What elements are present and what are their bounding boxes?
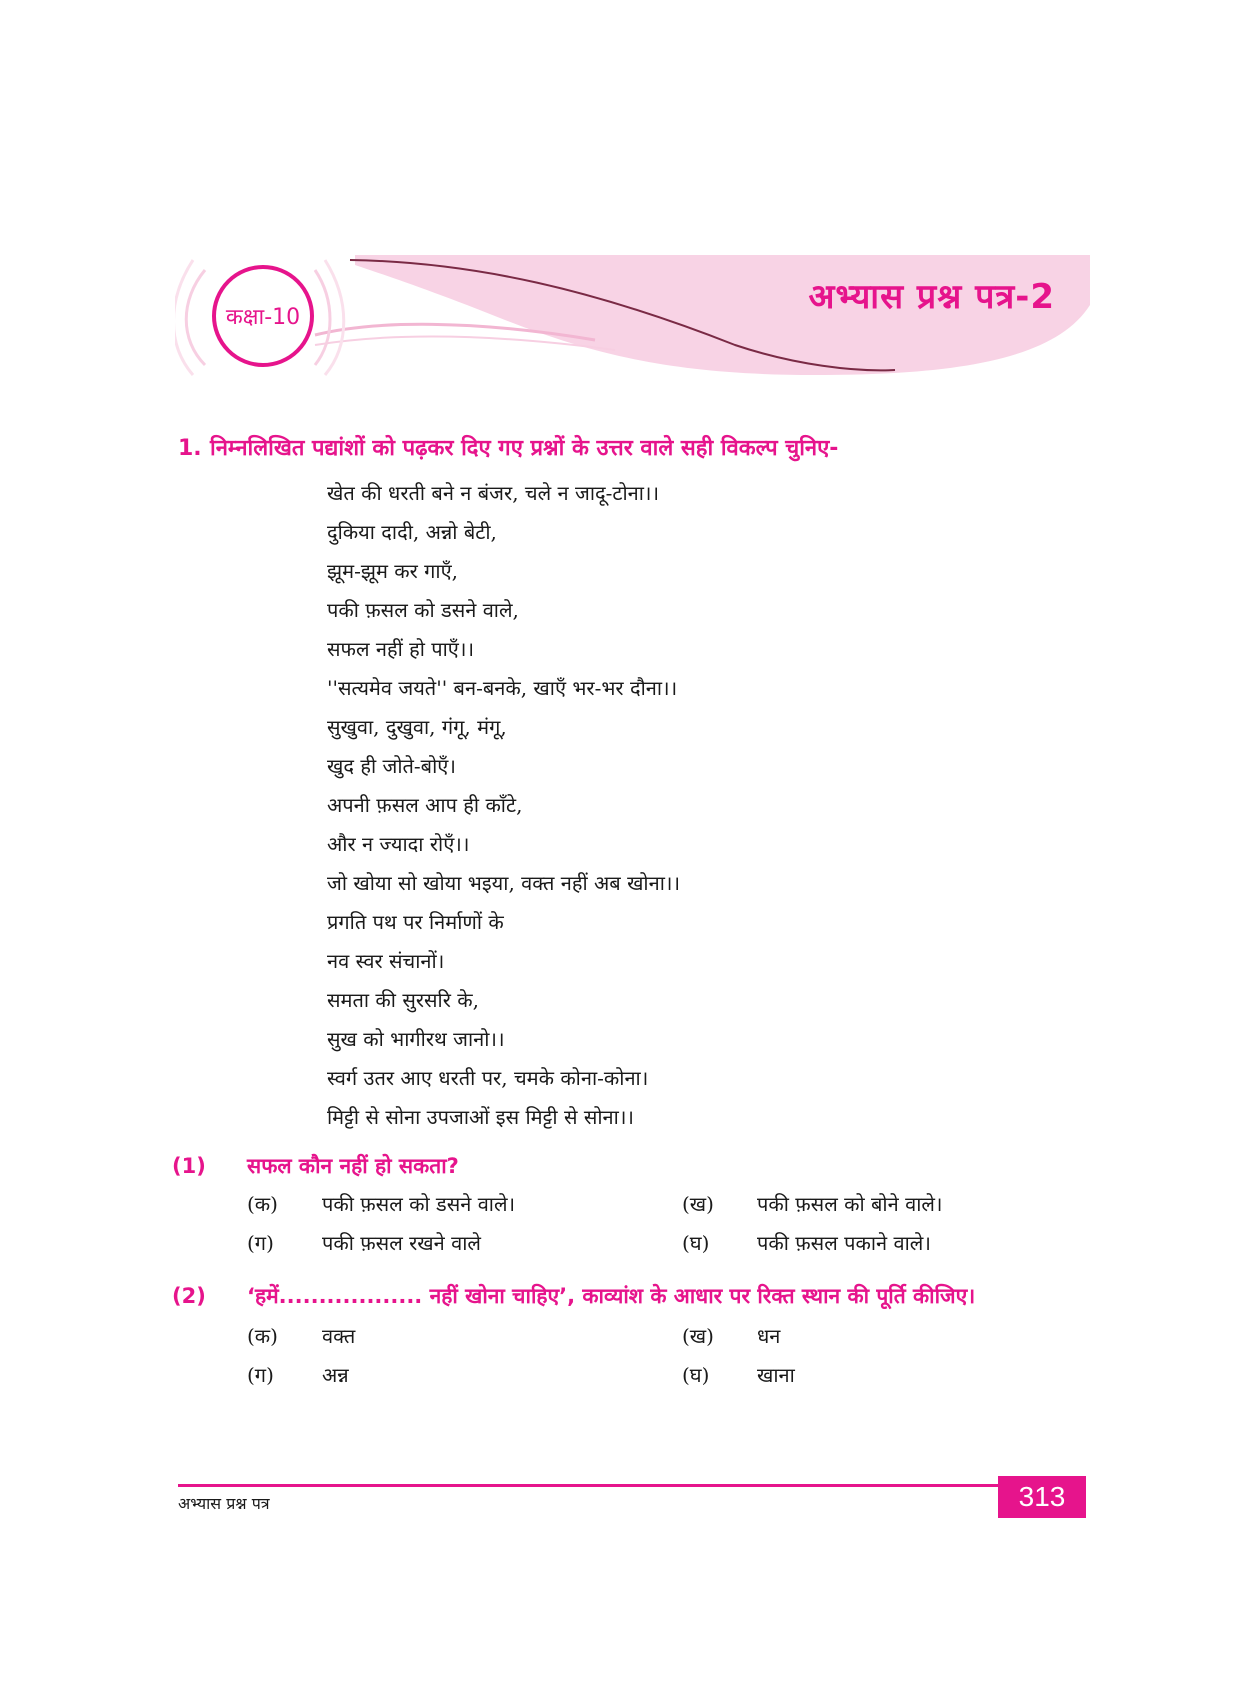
poem-line: सुखुवा, दुखुवा, गंगू, मंगू, bbox=[327, 715, 507, 739]
poem-line: नव स्वर संचानों। bbox=[327, 949, 445, 973]
option-ga bbox=[247, 1229, 481, 1256]
option-kha bbox=[682, 1322, 780, 1349]
option-label: (ख) bbox=[682, 1192, 714, 1216]
option-gha bbox=[682, 1229, 931, 1256]
poem-line: खेत की धरती बने न बंजर, चले न जादू-टोना।। bbox=[327, 481, 660, 505]
option-text: अन्न bbox=[322, 1363, 349, 1387]
poem-line: ''सत्यमेव जयते'' बन-बनके, खाएँ भर-भर दौना।। bbox=[327, 676, 678, 700]
poem-line: झूम-झूम कर गाएँ, bbox=[327, 559, 459, 583]
poem-line: जो खोया सो खोया भइया, वक्त नहीं अब खोना।। bbox=[327, 871, 681, 895]
option-text: पकी फ़सल पकाने वाले। bbox=[757, 1231, 931, 1255]
option-label: (ख) bbox=[682, 1324, 714, 1348]
poem-line: खुद ही जोते-बोएँ। bbox=[327, 754, 456, 778]
poem-line: अपनी फ़सल आप ही काँटे, bbox=[327, 793, 523, 817]
poem-line: प्रगति पथ पर निर्माणों के bbox=[327, 910, 504, 934]
sub-question-1 bbox=[172, 1152, 459, 1180]
option-ga bbox=[247, 1361, 349, 1388]
option-text: खाना bbox=[757, 1363, 795, 1387]
option-label: (ग) bbox=[247, 1363, 274, 1387]
sub-question-number: (2) bbox=[172, 1284, 206, 1308]
class-badge bbox=[212, 265, 314, 367]
poem-line: और न ज्यादा रोएँ।। bbox=[327, 832, 470, 856]
footer-divider bbox=[178, 1484, 1086, 1487]
option-ka bbox=[247, 1322, 355, 1349]
poem-line: समता की सुरसरि के, bbox=[327, 988, 479, 1012]
question-number: 1. bbox=[178, 436, 202, 461]
question-text: निम्नलिखित पद्यांशों को पढ़कर दिए गए प्रश्नों के उत्तर वाले सही विकल्प चुनिए- bbox=[210, 436, 839, 461]
option-ka bbox=[247, 1190, 515, 1217]
footer-title: अभ्यास प्रश्न पत्र bbox=[178, 1494, 270, 1513]
sub-question-number: (1) bbox=[172, 1154, 206, 1178]
poem-line: सुख को भागीरथ जानो।। bbox=[327, 1027, 505, 1051]
option-text: वक्त bbox=[322, 1324, 356, 1348]
question-heading bbox=[178, 432, 838, 462]
option-text: धन bbox=[757, 1324, 781, 1348]
sub-question-2 bbox=[172, 1282, 975, 1310]
option-label: (घ) bbox=[682, 1231, 710, 1255]
option-label: (घ) bbox=[682, 1363, 710, 1387]
page-title: अभ्यास प्रश्न पत्र-2 bbox=[808, 277, 1055, 317]
sub-question-text: ‘हमें.................. नहीं खोना चाहिए’, काव्यांश के आधार पर रिक्त स्थान की पूर्ति कीजिए। bbox=[247, 1284, 976, 1308]
class-label: कक्षा-10 bbox=[225, 305, 301, 330]
poem-line: मिट्टी से सोना उपजाओं इस मिट्टी से सोना।। bbox=[327, 1105, 634, 1129]
option-label: (ग) bbox=[247, 1231, 274, 1255]
option-text: पकी फ़सल को डसने वाले। bbox=[322, 1192, 516, 1216]
page-number: 313 bbox=[998, 1476, 1086, 1518]
option-label: (क) bbox=[247, 1192, 278, 1216]
poem-line: स्वर्ग उतर आए धरती पर, चमके कोना-कोना। bbox=[327, 1066, 649, 1090]
poem-line: पकी फ़सल को डसने वाले, bbox=[327, 598, 519, 622]
poem-line: सफल नहीं हो पाएँ।। bbox=[327, 637, 475, 661]
option-kha bbox=[682, 1190, 943, 1217]
option-gha bbox=[682, 1361, 795, 1388]
sub-question-text: सफल कौन नहीं हो सकता? bbox=[247, 1154, 459, 1178]
option-label: (क) bbox=[247, 1324, 278, 1348]
poem-line: दुकिया दादी, अन्नो बेटी, bbox=[327, 520, 497, 544]
option-text: पकी फ़सल को बोने वाले। bbox=[757, 1192, 943, 1216]
option-text: पकी फ़सल रखने वाले bbox=[322, 1231, 481, 1255]
poem bbox=[327, 478, 680, 1141]
